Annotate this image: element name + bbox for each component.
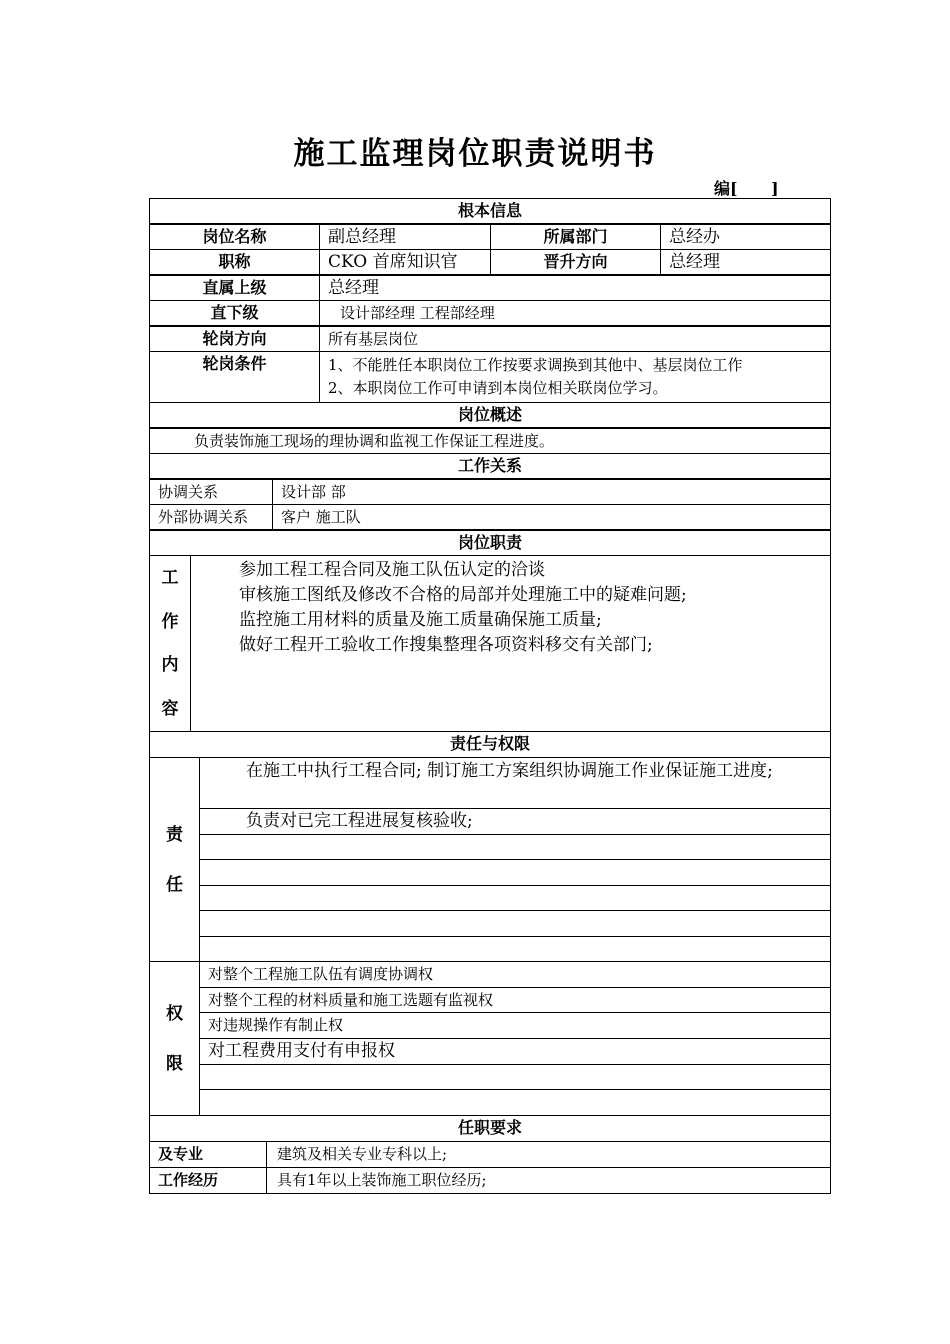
subordinate-value: 设计部经理 工程部经理 <box>319 300 831 326</box>
section-header-relations: 工作关系 <box>149 453 831 479</box>
rotation-label: 轮岗方向 <box>149 326 320 352</box>
responsibility-blank-row <box>199 885 831 911</box>
responsibility-blank-row <box>199 936 831 962</box>
responsibility-blank-row <box>199 834 831 860</box>
responsibility-blank-row <box>199 910 831 937</box>
duties-list <box>190 555 831 732</box>
subordinate-label: 直下级 <box>149 300 320 326</box>
rotation-condition-value <box>319 351 831 403</box>
relation-value-external: 客户 施工队 <box>272 504 831 530</box>
responsibility-side-label: 责 任 <box>149 757 200 962</box>
authority-blank-row <box>199 1089 831 1116</box>
relation-label-internal: 协调关系 <box>149 479 273 505</box>
job-name-value: 副总经理 <box>319 224 491 250</box>
authority-side-label: 权 限 <box>149 961 200 1116</box>
department-label: 所属部门 <box>490 224 661 250</box>
relation-label-external: 外部协调关系 <box>149 504 273 530</box>
superior-label: 直属上级 <box>149 275 320 301</box>
requirement-value-education: 建筑及相关专业专科以上; <box>266 1141 831 1168</box>
responsibility-blank-row <box>199 859 831 886</box>
title-value: CKO 首席知识官 <box>319 249 491 275</box>
section-header-duties: 岗位职责 <box>149 530 831 556</box>
requirement-value-experience: 具有1年以上装饰施工职位经历; <box>266 1167 831 1194</box>
section-header-rights: 责任与权限 <box>149 731 831 758</box>
overview-text: 负责装饰施工现场的理协调和监视工作保证工程进度。 <box>149 428 831 454</box>
document-code: 编[ ] <box>714 179 779 198</box>
duty-item: 参加工程工程合同及施工队伍认定的洽谈 <box>239 560 545 580</box>
section-header-basic: 根本信息 <box>149 198 831 224</box>
title-label: 职称 <box>149 249 320 275</box>
superior-value: 总经理 <box>319 275 831 301</box>
duty-item: 审核施工图纸及修改不合格的局部并处理施工中的疑难问题; <box>239 585 687 605</box>
department-value: 总经办 <box>660 224 831 250</box>
promotion-value: 总经理 <box>660 249 831 275</box>
duty-item: 监控施工用材料的质量及施工质量确保施工质量; <box>239 610 602 630</box>
promotion-label: 晋升方向 <box>490 249 661 275</box>
rotation-condition-1: 1、不能胜任本职岗位工作按要求调换到其他中、基层岗位工作 <box>328 356 743 374</box>
authority-item: 对违规操作有制止权 <box>199 1012 831 1039</box>
authority-blank-row <box>199 1064 831 1090</box>
section-header-requirements: 任职要求 <box>149 1115 831 1142</box>
page-title: 施工监理岗位职责说明书 <box>293 136 657 172</box>
rotation-condition-label: 轮岗条件 <box>149 351 320 403</box>
requirement-label-education: 及专业 <box>149 1141 267 1168</box>
authority-item: 对整个工程施工队伍有调度协调权 <box>199 961 831 988</box>
section-header-overview: 岗位概述 <box>149 402 831 428</box>
requirement-label-experience: 工作经历 <box>149 1167 267 1194</box>
job-name-label: 岗位名称 <box>149 224 320 250</box>
authority-item: 对整个工程的材料质量和施工选题有监视权 <box>199 987 831 1013</box>
rotation-condition-2: 2、本职岗位工作可申请到本岗位相关联岗位学习。 <box>328 379 668 397</box>
job-description-table <box>150 199 831 1195</box>
duties-side-label: 工 作 内 容 <box>149 555 191 732</box>
duty-item: 做好工程开工验收工作搜集整理各项资料移交有关部门; <box>239 635 653 655</box>
responsibility-item: 在施工中执行工程合同; 制订施工方案组织协调施工作业保证施工进度; <box>199 757 831 809</box>
rotation-value: 所有基层岗位 <box>319 326 831 352</box>
responsibility-item: 负责对已完工程进展复核验收; <box>199 808 831 835</box>
relation-value-internal: 设计部 部 <box>272 479 831 505</box>
authority-item: 对工程费用支付有申报权 <box>199 1038 831 1065</box>
